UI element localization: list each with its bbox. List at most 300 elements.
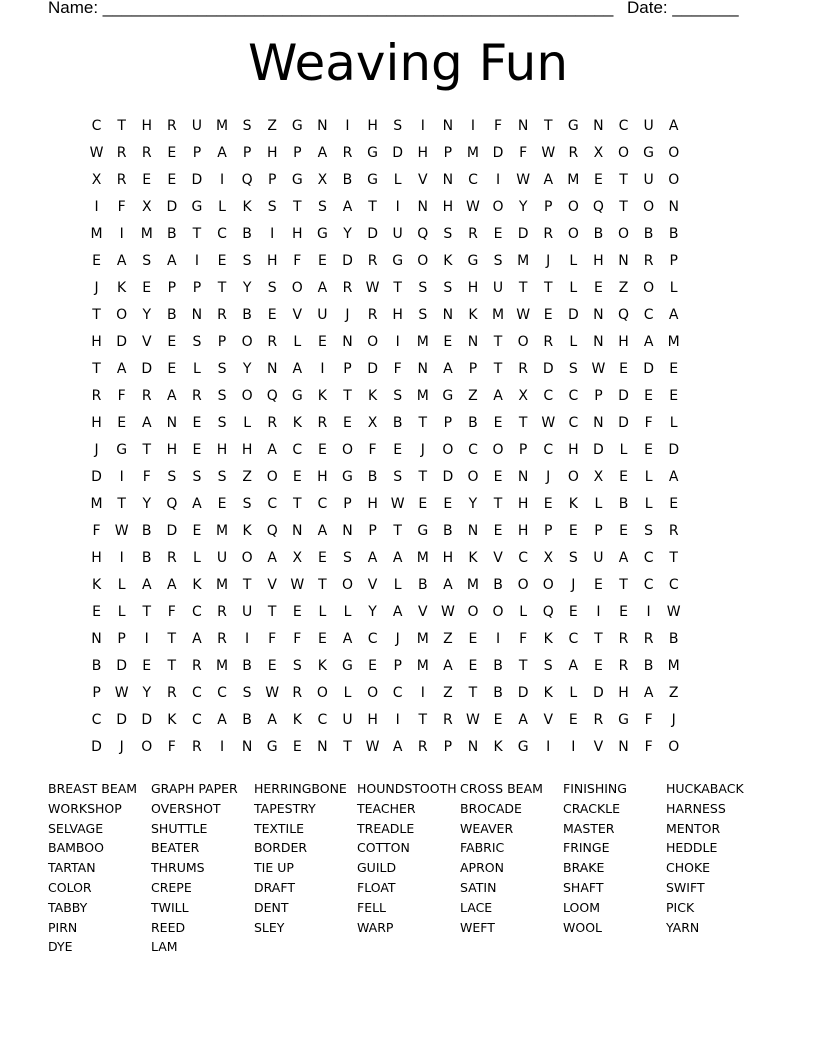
- grid-letter[interactable]: L: [393, 172, 402, 188]
- grid-letter[interactable]: F: [117, 199, 126, 215]
- grid-letter[interactable]: G: [342, 469, 353, 485]
- grid-letter[interactable]: C: [618, 118, 629, 134]
- grid-letter[interactable]: B: [668, 226, 679, 242]
- grid-letter[interactable]: V: [543, 712, 554, 728]
- grid-letter[interactable]: B: [392, 415, 403, 431]
- grid-letter[interactable]: T: [543, 118, 553, 134]
- grid-letter[interactable]: F: [268, 631, 277, 647]
- grid-letter[interactable]: C: [468, 442, 478, 458]
- grid-letter[interactable]: T: [217, 280, 227, 296]
- grid-letter[interactable]: L: [293, 334, 302, 350]
- grid-letter[interactable]: S: [242, 118, 252, 134]
- grid-letter[interactable]: E: [543, 307, 553, 323]
- grid-letter[interactable]: O: [517, 334, 529, 350]
- grid-letter[interactable]: Z: [668, 685, 679, 701]
- grid-letter[interactable]: Q: [417, 226, 429, 242]
- grid-letter[interactable]: R: [342, 280, 353, 296]
- grid-letter[interactable]: S: [217, 388, 227, 404]
- grid-letter[interactable]: G: [342, 658, 353, 674]
- grid-letter[interactable]: G: [291, 172, 303, 188]
- grid-letter[interactable]: W: [114, 523, 129, 539]
- grid-letter[interactable]: E: [593, 577, 603, 593]
- grid-letter[interactable]: E: [493, 712, 503, 728]
- grid-letter[interactable]: F: [519, 631, 528, 647]
- grid-letter[interactable]: A: [317, 280, 328, 296]
- grid-letter[interactable]: J: [571, 577, 576, 593]
- grid-letter[interactable]: C: [91, 118, 102, 134]
- grid-letter[interactable]: K: [543, 685, 553, 701]
- grid-letter[interactable]: W: [516, 307, 531, 323]
- grid-letter[interactable]: E: [292, 604, 302, 620]
- grid-letter[interactable]: I: [119, 469, 124, 485]
- grid-letter[interactable]: P: [544, 199, 553, 215]
- grid-letter[interactable]: S: [418, 280, 428, 296]
- grid-letter[interactable]: G: [618, 712, 629, 728]
- grid-letter[interactable]: N: [517, 469, 529, 485]
- grid-letter[interactable]: R: [468, 226, 478, 242]
- grid-letter[interactable]: O: [467, 604, 479, 620]
- grid-letter[interactable]: P: [192, 145, 202, 161]
- grid-letter[interactable]: H: [216, 442, 228, 458]
- grid-letter[interactable]: O: [492, 604, 504, 620]
- grid-letter[interactable]: W: [516, 172, 531, 188]
- grid-letter[interactable]: E: [317, 334, 327, 350]
- grid-letter[interactable]: O: [316, 685, 328, 701]
- grid-letter[interactable]: P: [343, 361, 352, 377]
- grid-letter[interactable]: T: [543, 280, 553, 296]
- grid-letter[interactable]: O: [341, 442, 353, 458]
- grid-letter[interactable]: O: [643, 280, 655, 296]
- grid-letter[interactable]: E: [167, 172, 177, 188]
- grid-letter[interactable]: A: [443, 361, 453, 377]
- grid-letter[interactable]: W: [541, 415, 556, 431]
- grid-letter[interactable]: G: [517, 739, 529, 755]
- grid-letter[interactable]: K: [292, 712, 302, 728]
- grid-letter[interactable]: D: [567, 307, 579, 323]
- grid-letter[interactable]: E: [669, 361, 679, 377]
- grid-letter[interactable]: K: [91, 577, 102, 593]
- grid-letter[interactable]: O: [517, 577, 529, 593]
- grid-letter[interactable]: E: [493, 469, 503, 485]
- grid-letter[interactable]: R: [342, 145, 353, 161]
- grid-letter[interactable]: F: [167, 604, 176, 620]
- grid-letter[interactable]: T: [267, 604, 277, 620]
- grid-letter[interactable]: E: [92, 253, 101, 269]
- grid-letter[interactable]: D: [91, 739, 102, 755]
- grid-letter[interactable]: E: [343, 415, 352, 431]
- grid-letter[interactable]: H: [442, 550, 454, 566]
- grid-letter[interactable]: N: [517, 118, 529, 134]
- grid-letter[interactable]: S: [317, 199, 327, 215]
- grid-letter[interactable]: C: [317, 712, 328, 728]
- grid-letter[interactable]: I: [345, 118, 350, 134]
- grid-letter[interactable]: S: [142, 253, 152, 269]
- grid-letter[interactable]: H: [292, 226, 303, 242]
- grid-letter[interactable]: X: [141, 199, 152, 215]
- grid-letter[interactable]: A: [116, 253, 127, 269]
- grid-letter[interactable]: N: [593, 307, 604, 323]
- grid-letter[interactable]: O: [291, 280, 303, 296]
- grid-letter[interactable]: O: [266, 469, 278, 485]
- grid-letter[interactable]: Q: [542, 604, 554, 620]
- grid-letter[interactable]: M: [492, 307, 505, 323]
- grid-letter[interactable]: B: [417, 577, 428, 593]
- grid-letter[interactable]: C: [267, 496, 278, 512]
- grid-letter[interactable]: C: [518, 550, 529, 566]
- grid-letter[interactable]: I: [119, 226, 124, 242]
- grid-letter[interactable]: N: [442, 118, 454, 134]
- grid-letter[interactable]: L: [343, 604, 352, 620]
- grid-letter[interactable]: M: [517, 253, 530, 269]
- grid-letter[interactable]: E: [142, 658, 152, 674]
- grid-letter[interactable]: P: [518, 442, 528, 458]
- grid-letter[interactable]: X: [292, 550, 303, 566]
- grid-letter[interactable]: C: [91, 712, 102, 728]
- grid-letter[interactable]: O: [442, 442, 454, 458]
- grid-letter[interactable]: T: [343, 388, 352, 404]
- grid-letter[interactable]: A: [141, 577, 152, 593]
- grid-letter[interactable]: N: [266, 361, 278, 377]
- grid-letter[interactable]: A: [493, 388, 503, 404]
- grid-letter[interactable]: B: [493, 658, 503, 674]
- grid-letter[interactable]: I: [420, 118, 425, 134]
- grid-letter[interactable]: X: [91, 172, 102, 188]
- grid-letter[interactable]: L: [569, 253, 578, 269]
- grid-letter[interactable]: V: [292, 307, 303, 323]
- grid-letter[interactable]: H: [417, 145, 429, 161]
- grid-letter[interactable]: B: [91, 658, 102, 674]
- grid-letter[interactable]: A: [267, 442, 277, 458]
- grid-letter[interactable]: Z: [618, 280, 629, 296]
- grid-letter[interactable]: E: [192, 442, 202, 458]
- grid-letter[interactable]: Y: [242, 361, 252, 377]
- grid-letter[interactable]: H: [241, 442, 253, 458]
- grid-letter[interactable]: R: [593, 712, 604, 728]
- grid-letter[interactable]: E: [468, 631, 478, 647]
- grid-letter[interactable]: B: [643, 658, 654, 674]
- grid-letter[interactable]: W: [114, 685, 129, 701]
- grid-letter[interactable]: H: [91, 334, 102, 350]
- grid-letter[interactable]: E: [593, 172, 603, 188]
- grid-letter[interactable]: X: [367, 415, 378, 431]
- grid-letter[interactable]: I: [420, 685, 425, 701]
- grid-letter[interactable]: E: [669, 388, 679, 404]
- grid-letter[interactable]: E: [619, 604, 628, 620]
- grid-letter[interactable]: R: [217, 307, 227, 323]
- grid-letter[interactable]: B: [618, 496, 629, 512]
- grid-letter[interactable]: O: [467, 469, 479, 485]
- grid-letter[interactable]: D: [166, 199, 178, 215]
- grid-letter[interactable]: C: [568, 631, 579, 647]
- grid-letter[interactable]: I: [219, 739, 225, 755]
- grid-letter[interactable]: R: [217, 631, 227, 647]
- grid-letter[interactable]: H: [317, 469, 328, 485]
- grid-letter[interactable]: N: [467, 523, 479, 539]
- grid-letter[interactable]: L: [569, 280, 578, 296]
- grid-letter[interactable]: O: [141, 739, 153, 755]
- grid-letter[interactable]: A: [443, 577, 453, 593]
- grid-letter[interactable]: K: [117, 280, 127, 296]
- grid-letter[interactable]: T: [142, 604, 152, 620]
- grid-letter[interactable]: M: [416, 550, 429, 566]
- grid-letter[interactable]: E: [593, 658, 603, 674]
- grid-letter[interactable]: Q: [266, 523, 278, 539]
- grid-letter[interactable]: A: [392, 604, 403, 620]
- grid-letter[interactable]: R: [568, 145, 579, 161]
- grid-letter[interactable]: D: [141, 712, 153, 728]
- grid-letter[interactable]: B: [242, 712, 252, 728]
- grid-letter[interactable]: P: [92, 685, 101, 701]
- grid-letter[interactable]: O: [367, 685, 379, 701]
- grid-letter[interactable]: N: [317, 739, 328, 755]
- grid-letter[interactable]: J: [119, 739, 124, 755]
- grid-letter[interactable]: N: [593, 415, 604, 431]
- grid-letter[interactable]: T: [192, 226, 202, 242]
- grid-letter[interactable]: D: [116, 712, 128, 728]
- grid-letter[interactable]: E: [167, 361, 177, 377]
- grid-letter[interactable]: S: [167, 469, 177, 485]
- grid-letter[interactable]: E: [593, 280, 603, 296]
- grid-letter[interactable]: F: [393, 361, 402, 377]
- grid-letter[interactable]: S: [393, 118, 403, 134]
- grid-letter[interactable]: T: [418, 415, 428, 431]
- grid-letter[interactable]: S: [192, 334, 202, 350]
- grid-letter[interactable]: L: [619, 442, 628, 458]
- grid-letter[interactable]: W: [365, 280, 380, 296]
- grid-letter[interactable]: P: [468, 361, 478, 377]
- grid-letter[interactable]: E: [568, 604, 578, 620]
- grid-letter[interactable]: M: [416, 334, 429, 350]
- grid-letter[interactable]: D: [593, 442, 604, 458]
- grid-letter[interactable]: C: [643, 577, 654, 593]
- grid-letter[interactable]: H: [467, 280, 479, 296]
- grid-letter[interactable]: N: [91, 631, 102, 647]
- grid-letter[interactable]: E: [317, 631, 327, 647]
- grid-letter[interactable]: C: [668, 577, 679, 593]
- grid-letter[interactable]: E: [142, 172, 152, 188]
- grid-letter[interactable]: E: [493, 523, 503, 539]
- grid-letter[interactable]: Q: [592, 199, 604, 215]
- grid-letter[interactable]: T: [393, 523, 402, 539]
- grid-letter[interactable]: O: [618, 226, 630, 242]
- grid-letter[interactable]: I: [596, 604, 601, 620]
- grid-letter[interactable]: M: [466, 145, 479, 161]
- grid-letter[interactable]: E: [317, 253, 327, 269]
- grid-letter[interactable]: C: [392, 685, 403, 701]
- grid-letter[interactable]: M: [416, 631, 429, 647]
- grid-letter[interactable]: S: [343, 550, 352, 566]
- grid-letter[interactable]: V: [141, 334, 152, 350]
- grid-letter[interactable]: G: [442, 388, 454, 404]
- grid-letter[interactable]: S: [644, 523, 654, 539]
- grid-letter[interactable]: M: [667, 334, 680, 350]
- grid-letter[interactable]: N: [417, 199, 428, 215]
- grid-letter[interactable]: T: [92, 361, 101, 377]
- grid-letter[interactable]: D: [492, 145, 504, 161]
- grid-letter[interactable]: G: [367, 145, 378, 161]
- grid-letter[interactable]: O: [567, 469, 579, 485]
- grid-letter[interactable]: R: [618, 658, 629, 674]
- grid-letter[interactable]: P: [167, 280, 177, 296]
- grid-letter[interactable]: K: [543, 631, 553, 647]
- grid-letter[interactable]: W: [591, 361, 606, 377]
- grid-letter[interactable]: R: [643, 631, 654, 647]
- grid-letter[interactable]: R: [192, 739, 202, 755]
- grid-letter[interactable]: F: [644, 415, 653, 431]
- grid-letter[interactable]: A: [167, 388, 177, 404]
- grid-letter[interactable]: B: [242, 226, 252, 242]
- grid-letter[interactable]: N: [668, 199, 679, 215]
- grid-letter[interactable]: D: [116, 658, 128, 674]
- grid-letter[interactable]: I: [495, 631, 501, 647]
- grid-letter[interactable]: F: [167, 739, 176, 755]
- grid-letter[interactable]: E: [568, 523, 578, 539]
- grid-letter[interactable]: A: [568, 658, 579, 674]
- grid-letter[interactable]: T: [142, 442, 152, 458]
- grid-letter[interactable]: I: [571, 739, 576, 755]
- grid-letter[interactable]: F: [142, 469, 151, 485]
- grid-letter[interactable]: E: [669, 496, 679, 512]
- grid-letter[interactable]: Y: [518, 199, 528, 215]
- grid-letter[interactable]: B: [242, 307, 252, 323]
- grid-letter[interactable]: U: [392, 226, 403, 242]
- grid-letter[interactable]: T: [619, 199, 628, 215]
- grid-letter[interactable]: A: [292, 361, 303, 377]
- grid-letter[interactable]: U: [216, 550, 228, 566]
- grid-letter[interactable]: D: [517, 685, 529, 701]
- grid-letter[interactable]: L: [393, 577, 402, 593]
- grid-letter[interactable]: R: [518, 361, 528, 377]
- grid-letter[interactable]: E: [167, 334, 177, 350]
- grid-letter[interactable]: A: [643, 334, 654, 350]
- grid-letter[interactable]: A: [668, 469, 679, 485]
- grid-letter[interactable]: O: [417, 253, 429, 269]
- grid-letter[interactable]: A: [116, 361, 127, 377]
- grid-letter[interactable]: L: [117, 604, 126, 620]
- grid-letter[interactable]: D: [367, 226, 378, 242]
- grid-letter[interactable]: O: [241, 334, 253, 350]
- grid-letter[interactable]: L: [569, 685, 578, 701]
- grid-letter[interactable]: L: [318, 604, 327, 620]
- grid-letter[interactable]: C: [543, 442, 554, 458]
- grid-letter[interactable]: T: [242, 577, 252, 593]
- grid-letter[interactable]: X: [593, 469, 604, 485]
- grid-letter[interactable]: A: [618, 550, 629, 566]
- grid-letter[interactable]: N: [166, 415, 178, 431]
- grid-letter[interactable]: F: [117, 388, 126, 404]
- grid-letter[interactable]: P: [293, 145, 302, 161]
- grid-letter[interactable]: T: [619, 172, 628, 188]
- grid-letter[interactable]: V: [367, 577, 378, 593]
- grid-letter[interactable]: W: [466, 712, 480, 728]
- grid-letter[interactable]: I: [546, 739, 551, 755]
- grid-letter[interactable]: Z: [443, 631, 453, 647]
- grid-letter[interactable]: S: [418, 307, 428, 323]
- grid-letter[interactable]: H: [618, 334, 629, 350]
- grid-letter[interactable]: H: [91, 415, 102, 431]
- grid-letter[interactable]: E: [619, 361, 628, 377]
- grid-letter[interactable]: X: [543, 550, 554, 566]
- grid-letter[interactable]: N: [593, 334, 604, 350]
- grid-letter[interactable]: Y: [142, 307, 152, 323]
- grid-letter[interactable]: E: [92, 604, 101, 620]
- grid-letter[interactable]: N: [241, 739, 253, 755]
- grid-letter[interactable]: T: [518, 658, 528, 674]
- grid-letter[interactable]: E: [418, 496, 428, 512]
- grid-letter[interactable]: S: [493, 253, 503, 269]
- grid-letter[interactable]: A: [167, 577, 177, 593]
- grid-letter[interactable]: J: [546, 469, 551, 485]
- grid-letter[interactable]: P: [217, 334, 227, 350]
- grid-letter[interactable]: R: [267, 415, 278, 431]
- grid-letter[interactable]: D: [442, 469, 454, 485]
- grid-letter[interactable]: L: [243, 415, 252, 431]
- grid-letter[interactable]: F: [644, 739, 653, 755]
- grid-letter[interactable]: B: [167, 226, 177, 242]
- grid-letter[interactable]: R: [292, 685, 303, 701]
- grid-letter[interactable]: I: [119, 550, 124, 566]
- grid-letter[interactable]: F: [494, 118, 503, 134]
- grid-letter[interactable]: M: [416, 658, 429, 674]
- grid-letter[interactable]: T: [167, 631, 177, 647]
- grid-letter[interactable]: Z: [443, 685, 453, 701]
- grid-letter[interactable]: I: [94, 199, 99, 215]
- grid-letter[interactable]: D: [367, 361, 378, 377]
- grid-letter[interactable]: Q: [618, 307, 630, 323]
- grid-letter[interactable]: B: [367, 469, 378, 485]
- grid-letter[interactable]: K: [367, 388, 378, 404]
- grid-letter[interactable]: O: [241, 388, 253, 404]
- grid-letter[interactable]: P: [594, 388, 603, 404]
- grid-letter[interactable]: U: [241, 604, 253, 620]
- grid-letter[interactable]: O: [567, 199, 579, 215]
- grid-letter[interactable]: V: [417, 172, 428, 188]
- grid-letter[interactable]: V: [493, 550, 503, 566]
- grid-letter[interactable]: I: [219, 172, 225, 188]
- grid-letter[interactable]: B: [643, 226, 654, 242]
- grid-letter[interactable]: N: [292, 523, 303, 539]
- grid-letter[interactable]: O: [367, 334, 379, 350]
- grid-letter[interactable]: L: [594, 496, 603, 512]
- grid-letter[interactable]: C: [317, 496, 328, 512]
- grid-letter[interactable]: K: [468, 550, 478, 566]
- grid-letter[interactable]: T: [493, 334, 503, 350]
- grid-letter[interactable]: M: [567, 172, 580, 188]
- grid-letter[interactable]: A: [141, 415, 152, 431]
- grid-letter[interactable]: L: [193, 361, 201, 377]
- grid-letter[interactable]: A: [267, 550, 277, 566]
- grid-letter[interactable]: G: [191, 199, 203, 215]
- grid-letter[interactable]: O: [567, 226, 579, 242]
- grid-letter[interactable]: C: [217, 685, 227, 701]
- grid-letter[interactable]: M: [140, 226, 153, 242]
- grid-letter[interactable]: M: [90, 496, 103, 512]
- grid-letter[interactable]: G: [467, 253, 479, 269]
- grid-letter[interactable]: I: [395, 712, 400, 728]
- grid-letter[interactable]: Y: [343, 226, 352, 242]
- grid-letter[interactable]: Z: [267, 118, 277, 134]
- grid-letter[interactable]: R: [166, 685, 177, 701]
- grid-letter[interactable]: G: [417, 523, 429, 539]
- grid-letter[interactable]: W: [466, 199, 480, 215]
- grid-letter[interactable]: G: [643, 145, 655, 161]
- grid-letter[interactable]: A: [342, 199, 353, 215]
- grid-letter[interactable]: E: [568, 712, 578, 728]
- grid-letter[interactable]: J: [94, 442, 99, 458]
- grid-letter[interactable]: T: [493, 361, 503, 377]
- grid-letter[interactable]: C: [568, 415, 579, 431]
- grid-letter[interactable]: O: [542, 577, 554, 593]
